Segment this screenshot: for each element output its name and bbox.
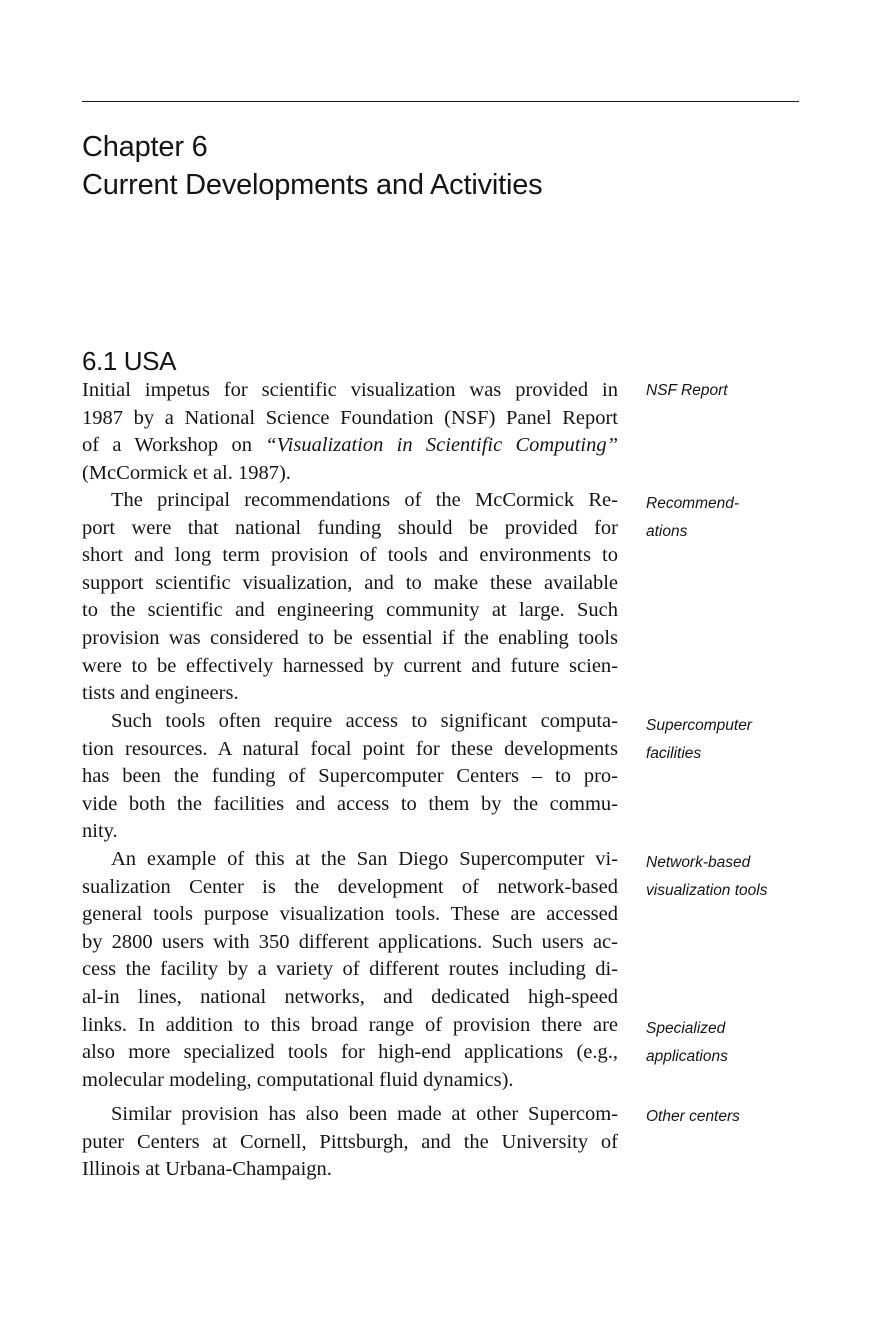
text-line: cess the facility by a variety of different routes including di-: [82, 958, 618, 981]
text-line: Such tools often require access to significant computa-: [111, 710, 618, 732]
text-line: (McCormick et al. 1987).: [82, 461, 291, 484]
margin-note-line: facilities: [646, 744, 702, 762]
chapter-title: [82, 128, 542, 204]
margin-note-specialized: [646, 1015, 728, 1070]
paragraph-supercomputer: [82, 708, 618, 846]
chapter-name: Current Developments and Activities: [82, 169, 543, 201]
margin-note-line: Other centers: [646, 1108, 740, 1125]
text-line: port were that national funding should be provided for: [82, 516, 618, 539]
margin-note-line: Network-based: [646, 854, 751, 871]
margin-note-line: Recommend-: [646, 495, 740, 512]
text-line: were to be effectively harnessed by current and future scien-: [82, 654, 618, 677]
text-line: vide both the facilities and access to them by the commu-: [82, 792, 618, 815]
margin-note-line: applications: [646, 1047, 728, 1065]
paragraph-other-centers: [82, 1101, 618, 1184]
text-line: Illinois at Urbana-Champaign.: [82, 1158, 332, 1181]
margin-note-line: NSF Report: [646, 382, 728, 399]
text-line: 1987 by a National Science Foundation (NSF) Panel Report: [82, 406, 618, 429]
margin-note-nsf-report: [646, 377, 728, 405]
text-line: links. In addition to this broad range of provision there are: [82, 1013, 618, 1036]
workshop-title: “Visualization in Scientific Computing”: [265, 434, 619, 457]
text-line: short and long term provision of tools and environments to: [82, 544, 618, 567]
margin-note-line: Supercomputer: [646, 717, 752, 734]
text-line: to the scientific and engineering community at large. Such: [82, 599, 618, 622]
text-line: Initial impetus for scientific visualization was provided in: [82, 379, 618, 401]
text-line: [82, 432, 618, 460]
chapter-label: Chapter 6: [82, 131, 208, 163]
margin-note-supercomputer-facilities: [646, 712, 752, 767]
margin-note-line: visualization tools: [646, 881, 768, 899]
paragraph-nsf-report: [82, 377, 618, 487]
margin-note-recommendations: [646, 490, 739, 545]
text-line: Similar provision has also been made at other Supercom-: [111, 1103, 618, 1125]
margin-note-line: ations: [646, 522, 688, 540]
text-line: nity.: [82, 820, 118, 843]
margin-note-network-based: [646, 849, 767, 904]
text-line: provision was considered to be essential if the enabling tools: [82, 626, 618, 649]
text-line: support scientific visualization, and to make these available: [82, 571, 618, 594]
text-line: al-in lines, national networks, and dedicated high-speed: [82, 985, 618, 1008]
paragraph-san-diego: [82, 846, 618, 1094]
section-heading: 6.1 USA: [82, 346, 177, 376]
text-line: An example of this at the San Diego Supercomputer vi-: [111, 848, 618, 870]
top-rule: [82, 101, 799, 102]
paragraph-recommendations: [82, 487, 618, 708]
text-line: sualization Center is the development of network-based: [82, 875, 618, 898]
text-line: tists and engineers.: [82, 682, 239, 705]
text-fragment: of a Workshop on: [82, 434, 252, 457]
margin-note-other-centers: [646, 1103, 740, 1131]
text-line: tion resources. A natural focal point for these developments: [82, 737, 618, 760]
text-line: has been the funding of Supercomputer Centers – to pro-: [82, 765, 618, 788]
text-line: by 2800 users with 350 different applications. Such users ac-: [82, 930, 618, 953]
text-line: puter Centers at Cornell, Pittsburgh, and the University of: [82, 1130, 618, 1153]
margin-note-line: Specialized: [646, 1020, 726, 1037]
text-line: molecular modeling, computational fluid dynamics).: [82, 1068, 514, 1091]
text-line: general tools purpose visualization tools. These are accessed: [82, 903, 618, 926]
text-line: The principal recommendations of the McCormick Re-: [111, 489, 618, 511]
text-line: also more specialized tools for high-end applications (e.g.,: [82, 1041, 618, 1064]
